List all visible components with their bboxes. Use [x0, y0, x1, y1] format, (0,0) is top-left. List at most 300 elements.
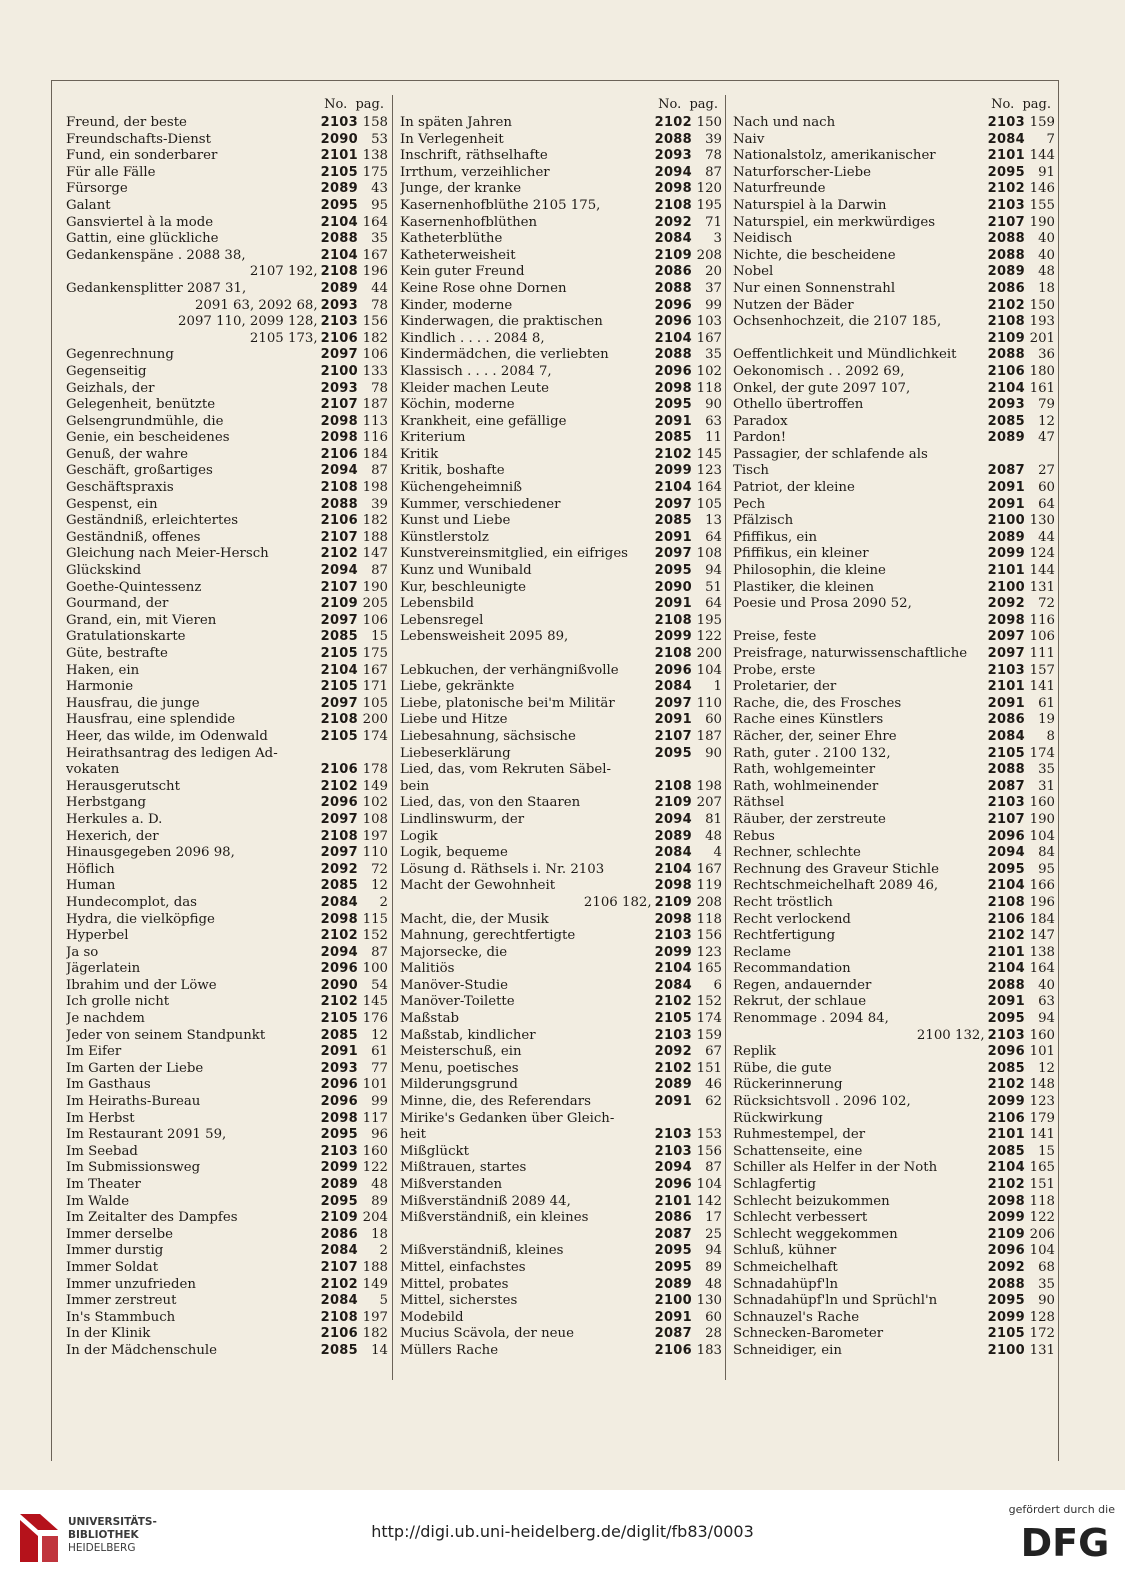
entry-title: Manöver-Toilette	[400, 994, 515, 1010]
page-number: 89	[371, 1193, 388, 1209]
index-entry	[400, 1160, 722, 1177]
entry-title: Oeffentlichkeit und Mündlichkeit	[733, 347, 957, 363]
issue-number: 2085	[320, 1342, 358, 1358]
issue-number: 2085	[987, 1060, 1025, 1076]
index-entry	[66, 994, 388, 1011]
page-number: 116	[362, 430, 388, 446]
index-entry	[66, 231, 388, 248]
entry-title: Grand, ein, mit Vieren	[66, 612, 217, 628]
entry-title: Güte, bestrafte	[66, 646, 168, 661]
entry-title: Human	[66, 878, 116, 894]
entry-title: Freundschafts-Dienst	[66, 131, 211, 147]
issue-number: 2096	[987, 828, 1025, 844]
page-number: 184	[362, 446, 388, 462]
issue-number: 2108	[654, 612, 692, 628]
entry-title: Gegenseitig	[66, 363, 147, 379]
page-number: 171	[362, 679, 388, 695]
entry-title: Rückwirkung	[733, 1110, 823, 1126]
index-entry	[66, 264, 388, 281]
issue-number: 2085	[320, 878, 358, 894]
index-entry	[66, 945, 388, 962]
entry-title: Ja so	[66, 944, 99, 960]
page-number: 101	[1029, 1044, 1055, 1060]
index-entry	[66, 1127, 388, 1144]
page-number: 40	[1038, 247, 1055, 263]
issue-number: 2100	[987, 513, 1025, 529]
entry-title: Milderungsgrund	[400, 1077, 518, 1093]
entry-title: Mißverständniß 2089 44,	[400, 1193, 571, 1209]
index-entry	[733, 364, 1055, 381]
page-number: 87	[371, 944, 388, 960]
page-number: 158	[362, 115, 388, 130]
index-entry	[733, 1210, 1055, 1227]
issue-number: 2086	[654, 264, 692, 280]
entry-title: Hydra, die vielköpfige	[66, 911, 215, 927]
page-number: 122	[1029, 1210, 1055, 1226]
page-number: 118	[696, 911, 722, 927]
entry-title: Gedankensplitter 2087 31,	[66, 280, 247, 296]
index-entry	[66, 795, 388, 812]
index-entry	[66, 1160, 388, 1177]
index-entry	[66, 480, 388, 497]
index-entry	[400, 646, 722, 663]
column-header	[66, 95, 388, 115]
issue-number: 2089	[320, 1177, 358, 1192]
index-entry	[733, 779, 1055, 796]
entry-title: Räthsel	[733, 795, 785, 811]
entry-title: Lebensregel	[400, 612, 484, 628]
entry-title: Heirathsantrag des ledigen Ad-	[66, 745, 278, 761]
entry-title: Junge, der kranke	[400, 181, 522, 197]
entry-title: Schnadahüpf'ln	[733, 1276, 839, 1292]
page-number: 147	[362, 546, 388, 562]
issue-number: 2096	[987, 1044, 1025, 1060]
entry-title: Kasernenhofblüthe 2105 175,	[400, 197, 601, 213]
issue-number: 2102	[654, 115, 692, 130]
page-number: 159	[696, 1027, 722, 1043]
page-number: 14	[371, 1342, 388, 1358]
issue-number: 2106	[320, 330, 358, 346]
issue-number: 2088	[987, 247, 1025, 263]
entry-title: Lied, das, vom Rekruten Säbel-	[400, 762, 612, 778]
page-number: 43	[371, 181, 388, 197]
entry-title: Kindermädchen, die verliebten	[400, 347, 609, 363]
issue-number: 2104	[987, 961, 1025, 977]
issue-number: 2099	[987, 1094, 1025, 1110]
issue-number: 2103	[987, 115, 1025, 130]
index-entry	[66, 314, 388, 331]
issue-number: 2101	[654, 1193, 692, 1209]
index-entry	[66, 1194, 388, 1211]
entry-title: Geständniß, offenes	[66, 529, 201, 545]
page-number: 164	[1029, 961, 1055, 977]
entry-title: Paradox	[733, 413, 788, 429]
index-entry	[733, 397, 1055, 414]
index-entry	[400, 430, 722, 447]
index-entry	[400, 115, 722, 132]
index-entry	[733, 414, 1055, 431]
index-entry	[733, 1077, 1055, 1094]
issue-number: 2105	[987, 1326, 1025, 1342]
page-number: 2	[379, 894, 388, 910]
page-number: 110	[362, 845, 388, 861]
issue-number: 2092	[987, 596, 1025, 612]
index-entry	[66, 1011, 388, 1028]
index-entry	[400, 132, 722, 149]
entry-title: Rache, die, des Frosches	[733, 695, 902, 711]
index-entry	[66, 298, 388, 315]
index-entry	[400, 497, 722, 514]
issue-number: 2104	[987, 380, 1025, 396]
index-entry	[66, 1111, 388, 1128]
index-entry	[66, 1326, 388, 1343]
issue-number: 2103	[654, 928, 692, 944]
index-entry	[733, 1144, 1055, 1161]
index-entry	[400, 845, 722, 862]
issue-number: 2108	[320, 828, 358, 844]
issue-number: 2094	[654, 811, 692, 827]
page-number: 161	[1029, 380, 1055, 396]
page-number: 87	[371, 563, 388, 579]
entry-title: Immer durstig	[66, 1243, 164, 1259]
entry-title: Rebus	[733, 828, 775, 844]
issue-number: 2085	[320, 1027, 358, 1043]
index-entry	[400, 248, 722, 265]
entry-title: Proletarier, der	[733, 679, 837, 695]
issue-number: 2096	[654, 662, 692, 678]
issue-number: 2104	[987, 878, 1025, 894]
entry-title: Gansviertel à la mode	[66, 214, 214, 230]
index-entry	[733, 978, 1055, 995]
pag-header: pag.	[1022, 97, 1051, 112]
index-entry	[733, 961, 1055, 978]
issue-number: 2099	[654, 944, 692, 960]
index-entry	[733, 746, 1055, 763]
page-number: 15	[371, 629, 388, 645]
page-number: 204	[362, 1210, 388, 1226]
index-entry	[400, 663, 722, 680]
entry-title: Immer Soldat	[66, 1259, 159, 1275]
index-entry	[400, 596, 722, 613]
page-number: 118	[1029, 1193, 1055, 1209]
index-entry	[400, 480, 722, 497]
issue-number: 2104	[320, 247, 358, 263]
issue-number: 2085	[987, 413, 1025, 429]
index-entry	[400, 1044, 722, 1061]
entry-title: Rechner, schlechte	[733, 845, 861, 861]
page-number: 149	[362, 778, 388, 794]
index-entry	[66, 447, 388, 464]
page-number: 200	[696, 646, 722, 661]
index-entry	[66, 613, 388, 630]
library-line: BIBLIOTHEK	[68, 1529, 139, 1541]
index-entry	[733, 148, 1055, 165]
page-number: 48	[705, 828, 722, 844]
entry-title: Immer unzufrieden	[66, 1276, 196, 1292]
page-number: 2	[379, 1243, 388, 1259]
issue-number: 2084	[654, 679, 692, 695]
issue-number: 2090	[320, 131, 358, 147]
issue-number: 2097	[654, 695, 692, 711]
entry-title: heit	[400, 1127, 427, 1143]
dfg-logo-icon[interactable]	[1017, 1522, 1113, 1566]
page-number: 179	[1029, 1110, 1055, 1126]
index-entry	[400, 463, 722, 480]
page-number: 60	[705, 1309, 722, 1325]
page-number: 115	[362, 911, 388, 927]
index-entry	[733, 513, 1055, 530]
index-entry	[400, 364, 722, 381]
issue-number: 2095	[654, 1243, 692, 1259]
issue-number: 2094	[320, 463, 358, 479]
issue-number: 2100	[987, 1342, 1025, 1358]
entry-title: Harmonie	[66, 679, 134, 695]
issue-number: 2095	[320, 1127, 358, 1143]
page-number: 152	[362, 928, 388, 944]
permalink-url[interactable]: http://digi.ub.uni-heidelberg.de/diglit/fb83/0003	[371, 1522, 754, 1541]
issue-number: 2101	[320, 148, 358, 164]
issue-number: 2098	[654, 878, 692, 894]
entry-title: Kur, beschleunigte	[400, 579, 526, 595]
page-number: 87	[705, 1160, 722, 1176]
entry-title: Passagier, der schlafende als	[733, 446, 928, 462]
entry-title: Haken, ein	[66, 662, 140, 678]
issue-number: 2092	[654, 1044, 692, 1060]
entry-title: Kleider machen Leute	[400, 380, 549, 396]
issue-number: 2091	[987, 496, 1025, 512]
page-number: 77	[371, 1060, 388, 1076]
issue-number: 2087	[987, 463, 1025, 479]
entry-title: Kunst und Liebe	[400, 513, 511, 529]
index-entry	[400, 1144, 722, 1161]
issue-number: 2088	[987, 762, 1025, 778]
issue-number: 2093	[320, 1060, 358, 1076]
page-number: 167	[696, 861, 722, 877]
page-number: 174	[1029, 745, 1055, 761]
issue-number: 2103	[987, 795, 1025, 811]
entry-title: 2091 63, 2092 68,	[194, 297, 318, 313]
index-entry	[66, 663, 388, 680]
index-entry	[733, 1028, 1055, 1045]
index-entry	[733, 812, 1055, 829]
index-entry	[66, 1077, 388, 1094]
entry-title: Genuß, der wahre	[66, 446, 189, 462]
index-entry	[733, 281, 1055, 298]
page-number: 197	[362, 828, 388, 844]
index-entry	[400, 1077, 722, 1094]
page-number: 7	[1046, 131, 1055, 147]
index-entry	[400, 231, 722, 248]
index-entry	[66, 712, 388, 729]
index-entry	[66, 978, 388, 995]
issue-number: 2102	[654, 994, 692, 1010]
entry-title: 2105 173,	[249, 330, 318, 346]
page-number: 15	[1038, 1143, 1055, 1159]
issue-number: 2091	[654, 1094, 692, 1110]
entry-title: Kasernenhofblüthen	[400, 214, 538, 230]
entry-title: Lebensbild	[400, 596, 474, 612]
index-entry	[400, 198, 722, 215]
page-number: 25	[705, 1226, 722, 1242]
entry-title: Plastiker, die kleinen	[733, 579, 875, 595]
issue-number: 2091	[987, 695, 1025, 711]
page-number: 3	[713, 231, 722, 247]
index-entry	[733, 215, 1055, 232]
index-entry	[400, 812, 722, 829]
entry-title: Immer derselbe	[66, 1226, 173, 1242]
entry-title: Höflich	[66, 861, 115, 877]
index-entry	[733, 248, 1055, 265]
page-number: 94	[705, 1243, 722, 1259]
index-entry	[400, 414, 722, 431]
page-number: 78	[705, 148, 722, 164]
index-entry	[66, 1277, 388, 1294]
issue-number: 2103	[654, 1027, 692, 1043]
entry-title: Naiv	[733, 131, 765, 147]
index-entry	[400, 148, 722, 165]
page-number: 104	[696, 662, 722, 678]
page-number: 175	[362, 646, 388, 661]
issue-number: 2108	[320, 480, 358, 496]
entry-title: Schiller als Helfer in der Noth	[733, 1160, 938, 1176]
entry-title: Preisfrage, naturwissenschaftliche	[733, 646, 968, 661]
entry-title: Reclame	[733, 944, 791, 960]
issue-number: 2084	[654, 845, 692, 861]
issue-number: 2084	[320, 894, 358, 910]
issue-number: 2109	[320, 1210, 358, 1226]
entry-title: Poesie und Prosa 2090 52,	[733, 596, 912, 612]
issue-number: 2095	[654, 563, 692, 579]
index-entry	[66, 862, 388, 879]
entry-title: 2097 110, 2099 128,	[178, 314, 318, 330]
page-number: 47	[1038, 430, 1055, 446]
entry-title: Im Zeitalter des Dampfes	[66, 1210, 238, 1226]
page-number: 130	[1029, 513, 1055, 529]
page-number: 131	[1029, 579, 1055, 595]
issue-number: 2091	[654, 1309, 692, 1325]
issue-number: 2108	[654, 646, 692, 661]
index-entry	[733, 381, 1055, 398]
page-number: 172	[1029, 1326, 1055, 1342]
page-number: 78	[371, 380, 388, 396]
entry-list	[400, 115, 722, 1360]
entry-title: Gratulationskarte	[66, 629, 186, 645]
index-entry	[733, 1243, 1055, 1260]
page-number: 61	[1038, 695, 1055, 711]
issue-number: 2106	[320, 446, 358, 462]
page-number: 151	[1029, 1177, 1055, 1192]
column-rule	[725, 95, 726, 1380]
entry-title: Schmeichelhaft	[733, 1259, 838, 1275]
issue-number: 2098	[320, 911, 358, 927]
issue-number: 2094	[320, 944, 358, 960]
index-entry	[66, 215, 388, 232]
index-entry	[733, 447, 1055, 464]
index-entry	[400, 264, 722, 281]
entry-title: Hyperbel	[66, 928, 129, 944]
index-entry	[733, 546, 1055, 563]
entry-title: Mucius Scävola, der neue	[400, 1326, 574, 1342]
issue-number: 2102	[987, 1077, 1025, 1093]
index-entry	[66, 961, 388, 978]
page-number: 174	[362, 728, 388, 744]
entry-title: Freund, der beste	[66, 115, 187, 130]
index-entry	[400, 746, 722, 763]
index-column-2	[400, 95, 722, 1360]
index-entry	[400, 878, 722, 895]
entry-title: Katheterweisheit	[400, 247, 516, 263]
issue-number: 2104	[654, 330, 692, 346]
page-number: 87	[371, 463, 388, 479]
index-entry	[733, 994, 1055, 1011]
index-entry	[400, 1094, 722, 1111]
entry-title: Minne, die, des Referendars	[400, 1094, 591, 1110]
issue-number: 2096	[654, 1177, 692, 1192]
index-entry	[66, 115, 388, 132]
issue-number: 2099	[987, 1309, 1025, 1325]
index-entry	[400, 1293, 722, 1310]
index-entry	[733, 762, 1055, 779]
page-number: 208	[696, 894, 722, 910]
page-number: 36	[1038, 347, 1055, 363]
issue-number: 2088	[987, 231, 1025, 247]
issue-number: 2102	[320, 994, 358, 1010]
index-entry	[733, 132, 1055, 149]
page-number: 108	[696, 546, 722, 562]
page-number: 19	[1038, 712, 1055, 728]
issue-number: 2084	[987, 728, 1025, 744]
entry-title: In der Klinik	[66, 1326, 151, 1342]
issue-number: 2089	[987, 529, 1025, 545]
entry-title: Liebe, gekränkte	[400, 679, 515, 695]
index-entry	[66, 248, 388, 265]
issue-number: 2106	[987, 911, 1025, 927]
column-rule	[392, 95, 393, 1380]
issue-number: 2098	[320, 1110, 358, 1126]
index-entry	[733, 596, 1055, 613]
index-entry	[400, 1326, 722, 1343]
entry-title: In's Stammbuch	[66, 1309, 176, 1325]
page-number: 166	[1029, 878, 1055, 894]
issue-number: 2096	[987, 1243, 1025, 1259]
issue-number: 2091	[320, 1044, 358, 1060]
page-number: 159	[1029, 115, 1055, 130]
issue-number: 2102	[320, 928, 358, 944]
page-number: 150	[1029, 297, 1055, 313]
entry-title: Geständniß, erleichtertes	[66, 513, 239, 529]
issue-number: 2109	[654, 795, 692, 811]
page-number: 12	[371, 878, 388, 894]
page-number: 104	[696, 1177, 722, 1192]
entry-title: Jeder von seinem Standpunkt	[66, 1027, 266, 1043]
issue-number: 2102	[654, 1060, 692, 1076]
page-number: 123	[696, 463, 722, 479]
index-entry	[66, 928, 388, 945]
page-number: 187	[362, 397, 388, 413]
entry-title: Gleichung nach Meier-Hersch	[66, 546, 269, 562]
issue-number: 2087	[987, 778, 1025, 794]
entry-title: Gelegenheit, benützte	[66, 397, 216, 413]
page-number: 60	[1038, 480, 1055, 496]
page-number: 149	[362, 1276, 388, 1292]
entry-title: Im Garten der Liebe	[66, 1060, 204, 1076]
index-entry	[400, 961, 722, 978]
entry-title: Pardon!	[733, 430, 787, 446]
entry-list	[733, 115, 1055, 1360]
page-number: 123	[1029, 1094, 1055, 1110]
page-number: 206	[1029, 1226, 1055, 1242]
entry-title: Fund, ein sonderbarer	[66, 148, 218, 164]
